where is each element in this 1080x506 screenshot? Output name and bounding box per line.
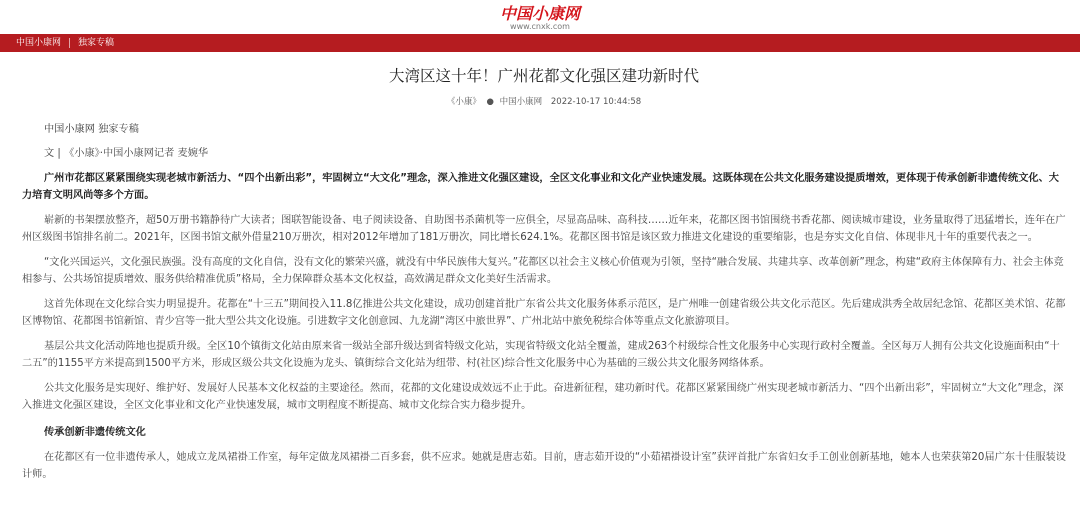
article-title: 大湾区这十年！广州花都文化强区建功新时代: [388, 67, 699, 85]
meta-time: 2022-10-17 10:44:58: [550, 97, 642, 107]
paragraph-5: 公共文化服务是实现好、维护好、发展好人民基本文化权益的主要途径。然而，花都的文化建设成效远不止于此。奋进新征程，建功新时代。花都区紧紧围绕广州实现老城市新活力、“四个出新出彩”，牢固树立“大文化”理念，深入推进文化强区建设，全区文化事业和文化产业快速发展，城市文明程度不断提高、城市文化综合实力稳步提升。: [22, 383, 1064, 411]
meta-source[interactable]: 《小康》: [446, 97, 481, 107]
source-type: 独家专稿: [98, 124, 139, 135]
lead-paragraph: 广州市花都区紧紧围绕实现老城市新活力、“四个出新出彩”，牢固树立“大文化”理念，深入推进文化强区建设，全区文化事业和文化产业快速发展。这既体现在公共文化服务建设提质增效，更体现于传承创新非遗传统文化、大力培育文明风尚等多个方面。: [22, 173, 1059, 201]
source-org: 中国小康网: [44, 124, 95, 135]
paragraph-4: 基层公共文化活动阵地也提质升级。全区10个镇街文化站由原来省一级站全部升级达到省特级文化站，实现省特级文化站全覆盖，建成263个村级综合性文化服务中心实现行政村全覆盖。全区每万人拥有公共文化设施面积由“十二五”的1155平方米提高到1500平方米，形成区级公共文化设施为龙头、镇街综合文化站为纽带、村(社区)综合性文化服务中心为基础的三级公共文化服务网络体系。: [22, 341, 1060, 369]
site-header: [0, 0, 1080, 34]
nav-item-home[interactable]: 中国小康网: [16, 38, 62, 48]
nav-item-exclusive[interactable]: 独家专稿: [78, 38, 115, 48]
paragraph-3: 这首先体现在文化综合实力明显提升。花都在“十三五”期间投入11.8亿推进公共文化建设，成功创建首批广东省公共文化服务体系示范区，是广州唯一创建省级公共文化示范区。先后建成洪秀全故居纪念馆、花都区美术馆、花都区博物馆、花都图书馆新馆、青少宫等一批大型公共文化设施。引进数字文化创意园、九龙湖“湾区中旅世界”、广州北站中旅免税综合体等重点文化旅游项目。: [22, 299, 1066, 327]
section-paragraph: 在花都区有一位非遗传承人，她成立龙凤裙褂工作室，每年定做龙凤裙褂二百多套，供不应求。她就是唐志茹。目前，唐志茹开设的“小茹裙褂设计室”获评首批广东省妇女手工创业创新基地，她本人也荣获第20届广东十佳服装设计师。: [22, 452, 1066, 480]
paragraph-1: 崭新的书架摆放整齐，超50万册书籍静待广大读者；图联智能设备、电子阅读设备、自助图书杀菌机等一应俱全，尽显高品味、高科技……近年来，花都区图书馆围绕书香花都、阅读城市建设，业务量取得了迅猛增长，连年在广州区级图书馆排名前二。2021年，区图书馆文献外借量210万册次，相对2012年增加了181万册次，同比增长624.1%。花都区图书馆是该区致力推进文化建设的重要缩影，也是夯实文化自信、体现非凡十年的重要代表之一。: [22, 215, 1066, 243]
meta-site[interactable]: 中国小康网: [499, 97, 543, 107]
breadcrumb-nav: [0, 34, 1080, 52]
meta-dot: ●: [486, 97, 494, 107]
byline: 文 | 《小康》·中国小康网记者 麦婉华: [44, 148, 209, 159]
article-content: [14, 64, 1066, 483]
article-meta: [22, 96, 1066, 108]
paragraph-2: “文化兴国运兴，文化强民族强。没有高度的文化自信，没有文化的繁荣兴盛，就没有中华民族伟大复兴。”花都区以社会主义核心价值观为引领，坚持“融合发展、共建共享、改革创新”理念，构建“政府主体保障有力、社会主体竞相参与、公共场馆提质增效、服务供给精准优质”格局，全力保障群众基本文化权益，高效满足群众文化美好生活需求。: [22, 257, 1064, 285]
site-logo[interactable]: [0, 4, 1080, 32]
section-heading: 传承创新非遗传统文化: [44, 427, 146, 438]
nav-divider: [69, 38, 70, 48]
logo-url: www.cnxk.com: [510, 22, 570, 31]
source-line: [22, 121, 1066, 138]
logo-text: 中国小康网: [499, 4, 580, 23]
